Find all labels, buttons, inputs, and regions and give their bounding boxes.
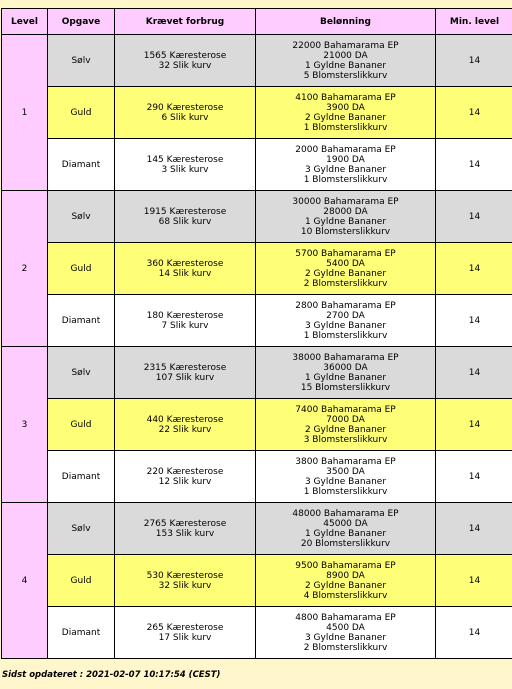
reward-line: 4800 Bahamarama EP	[295, 612, 396, 623]
cost-line: 145 Kæresterose	[146, 154, 224, 165]
table-row	[2, 87, 512, 138]
reward-line: 45000 DA	[323, 518, 368, 529]
reward-cell	[256, 607, 435, 658]
table-row	[2, 139, 512, 190]
cost-line: 265 Kæresterose	[146, 622, 224, 633]
cost-line: 530 Kæresterose	[146, 570, 224, 581]
cost-line: 2315 Kæresterose	[143, 362, 227, 373]
last-updated: Sidst opdateret : 2021-02-07 10:17:54 (CEST)	[2, 670, 221, 680]
reward-line: 2 Blomsterslikkurv	[303, 642, 388, 653]
reward-line: 2 Gyldne Bananer	[304, 112, 387, 123]
task-cell: Diamant	[48, 451, 114, 502]
reward-line: 1 Gyldne Bananer	[304, 528, 387, 539]
min-level-cell: 14	[436, 607, 512, 658]
reward-line: 5 Blomsterslikkurv	[303, 70, 388, 81]
cost-line: 1915 Kæresterose	[143, 206, 227, 217]
header-task: Opgave	[48, 9, 114, 34]
cost-line: 1565 Kæresterose	[143, 50, 227, 61]
cost-line: 6 Slik kurv	[161, 112, 209, 123]
cost-line: 360 Kæresterose	[146, 258, 224, 269]
table-row	[2, 295, 512, 346]
table-row	[2, 347, 512, 398]
task-cell: Diamant	[48, 607, 114, 658]
reward-line: 2800 Bahamarama EP	[295, 300, 396, 311]
header-level: Level	[2, 9, 47, 34]
cost-cell	[115, 243, 255, 294]
reward-line: 10 Blomsterslikkurv	[300, 226, 391, 237]
reward-line: 15 Blomsterslikkurv	[300, 382, 391, 393]
reward-cell	[256, 555, 435, 606]
reward-line: 4500 DA	[326, 622, 365, 633]
reward-line: 5700 Bahamarama EP	[295, 248, 396, 259]
reward-line: 3 Gyldne Bananer	[304, 632, 387, 643]
cost-line: 107 Slik kurv	[155, 372, 215, 383]
header-min-level: Min. level	[436, 9, 512, 34]
min-level-cell: 14	[436, 191, 512, 242]
reward-cell	[256, 295, 435, 346]
reward-cell	[256, 191, 435, 242]
table-row	[2, 451, 512, 502]
min-level-cell: 14	[436, 139, 512, 190]
reward-line: 2 Gyldne Bananer	[304, 268, 387, 279]
reward-line: 21000 DA	[323, 50, 368, 61]
min-level-cell: 14	[436, 87, 512, 138]
min-level-cell: 14	[436, 295, 512, 346]
table-row	[2, 607, 512, 658]
cost-line: 2765 Kæresterose	[143, 518, 227, 529]
min-level-cell: 14	[436, 243, 512, 294]
cost-cell	[115, 399, 255, 450]
reward-line: 20 Blomsterslikkurv	[300, 538, 391, 549]
table-row	[2, 191, 512, 242]
cost-line: 68 Slik kurv	[158, 216, 212, 227]
cost-cell	[115, 191, 255, 242]
cost-line: 180 Kæresterose	[146, 310, 224, 321]
task-cell: Diamant	[48, 295, 114, 346]
cost-cell	[115, 295, 255, 346]
cost-line: 22 Slik kurv	[158, 424, 212, 435]
reward-line: 9500 Bahamarama EP	[295, 560, 396, 571]
cost-line: 440 Kæresterose	[146, 414, 224, 425]
reward-line: 4 Blomsterslikkurv	[303, 590, 388, 601]
min-level-cell: 14	[436, 503, 512, 554]
cost-cell	[115, 503, 255, 554]
level-cell: 1	[2, 35, 47, 190]
cost-line: 12 Slik kurv	[158, 476, 212, 487]
cost-line: 290 Kæresterose	[146, 102, 224, 113]
reward-line: 1 Blomsterslikkurv	[303, 174, 388, 185]
reward-line: 2000 Bahamarama EP	[295, 144, 396, 155]
reward-line: 3 Blomsterslikkurv	[303, 434, 388, 445]
reward-line: 1 Blomsterslikkurv	[303, 330, 388, 341]
cost-line: 7 Slik kurv	[161, 320, 209, 331]
reward-line: 30000 Bahamarama EP	[292, 196, 399, 207]
reward-line: 2 Gyldne Bananer	[304, 580, 387, 591]
reward-cell	[256, 87, 435, 138]
reward-line: 3 Gyldne Bananer	[304, 164, 387, 175]
min-level-cell: 14	[436, 35, 512, 86]
reward-line: 1 Gyldne Bananer	[304, 372, 387, 383]
reward-cell	[256, 503, 435, 554]
reward-line: 8900 DA	[326, 570, 365, 581]
level-cell: 3	[2, 347, 47, 502]
reward-cell	[256, 451, 435, 502]
reward-cell	[256, 347, 435, 398]
task-cell: Sølv	[48, 503, 114, 554]
reward-line: 2 Gyldne Bananer	[304, 424, 387, 435]
cost-line: 14 Slik kurv	[158, 268, 212, 279]
reward-line: 1 Blomsterslikkurv	[303, 486, 388, 497]
reward-line: 38000 Bahamarama EP	[292, 352, 399, 363]
task-cell: Guld	[48, 243, 114, 294]
min-level-cell: 14	[436, 555, 512, 606]
reward-cell	[256, 399, 435, 450]
reward-line: 5400 DA	[326, 258, 365, 269]
reward-line: 1 Gyldne Bananer	[304, 60, 387, 71]
cost-line: 153 Slik kurv	[155, 528, 215, 539]
reward-line: 3500 DA	[326, 466, 365, 477]
table-header	[2, 9, 512, 34]
reward-line: 3 Gyldne Bananer	[304, 320, 387, 331]
reward-line: 48000 Bahamarama EP	[292, 508, 399, 519]
reward-line: 1 Blomsterslikkurv	[303, 122, 388, 133]
reward-line: 3900 DA	[326, 102, 365, 113]
task-cell: Guld	[48, 87, 114, 138]
reward-line: 36000 DA	[323, 362, 368, 373]
min-level-cell: 14	[436, 451, 512, 502]
reward-line: 7000 DA	[326, 414, 365, 425]
task-cell: Guld	[48, 399, 114, 450]
task-cell: Sølv	[48, 191, 114, 242]
table-row	[2, 243, 512, 294]
reward-line: 3 Gyldne Bananer	[304, 476, 387, 487]
rewards-table	[1, 8, 512, 659]
cost-cell	[115, 347, 255, 398]
min-level-cell: 14	[436, 347, 512, 398]
cost-line: 32 Slik kurv	[158, 580, 212, 591]
cost-cell	[115, 87, 255, 138]
reward-line: 4100 Bahamarama EP	[295, 92, 396, 103]
cost-cell	[115, 607, 255, 658]
task-cell: Sølv	[48, 347, 114, 398]
cost-line: 3 Slik kurv	[161, 164, 209, 175]
min-level-cell: 14	[436, 399, 512, 450]
reward-line: 1 Gyldne Bananer	[304, 216, 387, 227]
table-body	[2, 35, 512, 658]
header-cost: Krævet forbrug	[115, 9, 255, 34]
reward-cell	[256, 243, 435, 294]
table-row	[2, 503, 512, 554]
reward-line: 1900 DA	[326, 154, 365, 165]
reward-line: 22000 Bahamarama EP	[292, 40, 399, 51]
task-cell: Diamant	[48, 139, 114, 190]
table-row	[2, 35, 512, 86]
cost-cell	[115, 35, 255, 86]
table-row	[2, 399, 512, 450]
cost-line: 32 Slik kurv	[158, 60, 212, 71]
cost-cell	[115, 555, 255, 606]
cost-cell	[115, 451, 255, 502]
level-cell: 2	[2, 191, 47, 346]
cost-line: 220 Kæresterose	[146, 466, 224, 477]
task-cell: Sølv	[48, 35, 114, 86]
reward-line: 2 Blomsterslikkurv	[303, 278, 388, 289]
header-reward: Belønning	[256, 9, 435, 34]
reward-cell	[256, 35, 435, 86]
cost-cell	[115, 139, 255, 190]
level-cell: 4	[2, 503, 47, 658]
task-cell: Guld	[48, 555, 114, 606]
reward-line: 28000 DA	[323, 206, 368, 217]
table-row	[2, 555, 512, 606]
cost-line: 17 Slik kurv	[158, 632, 212, 643]
reward-line: 3800 Bahamarama EP	[295, 456, 396, 467]
reward-cell	[256, 139, 435, 190]
reward-line: 2700 DA	[326, 310, 365, 321]
reward-line: 7400 Bahamarama EP	[295, 404, 396, 415]
